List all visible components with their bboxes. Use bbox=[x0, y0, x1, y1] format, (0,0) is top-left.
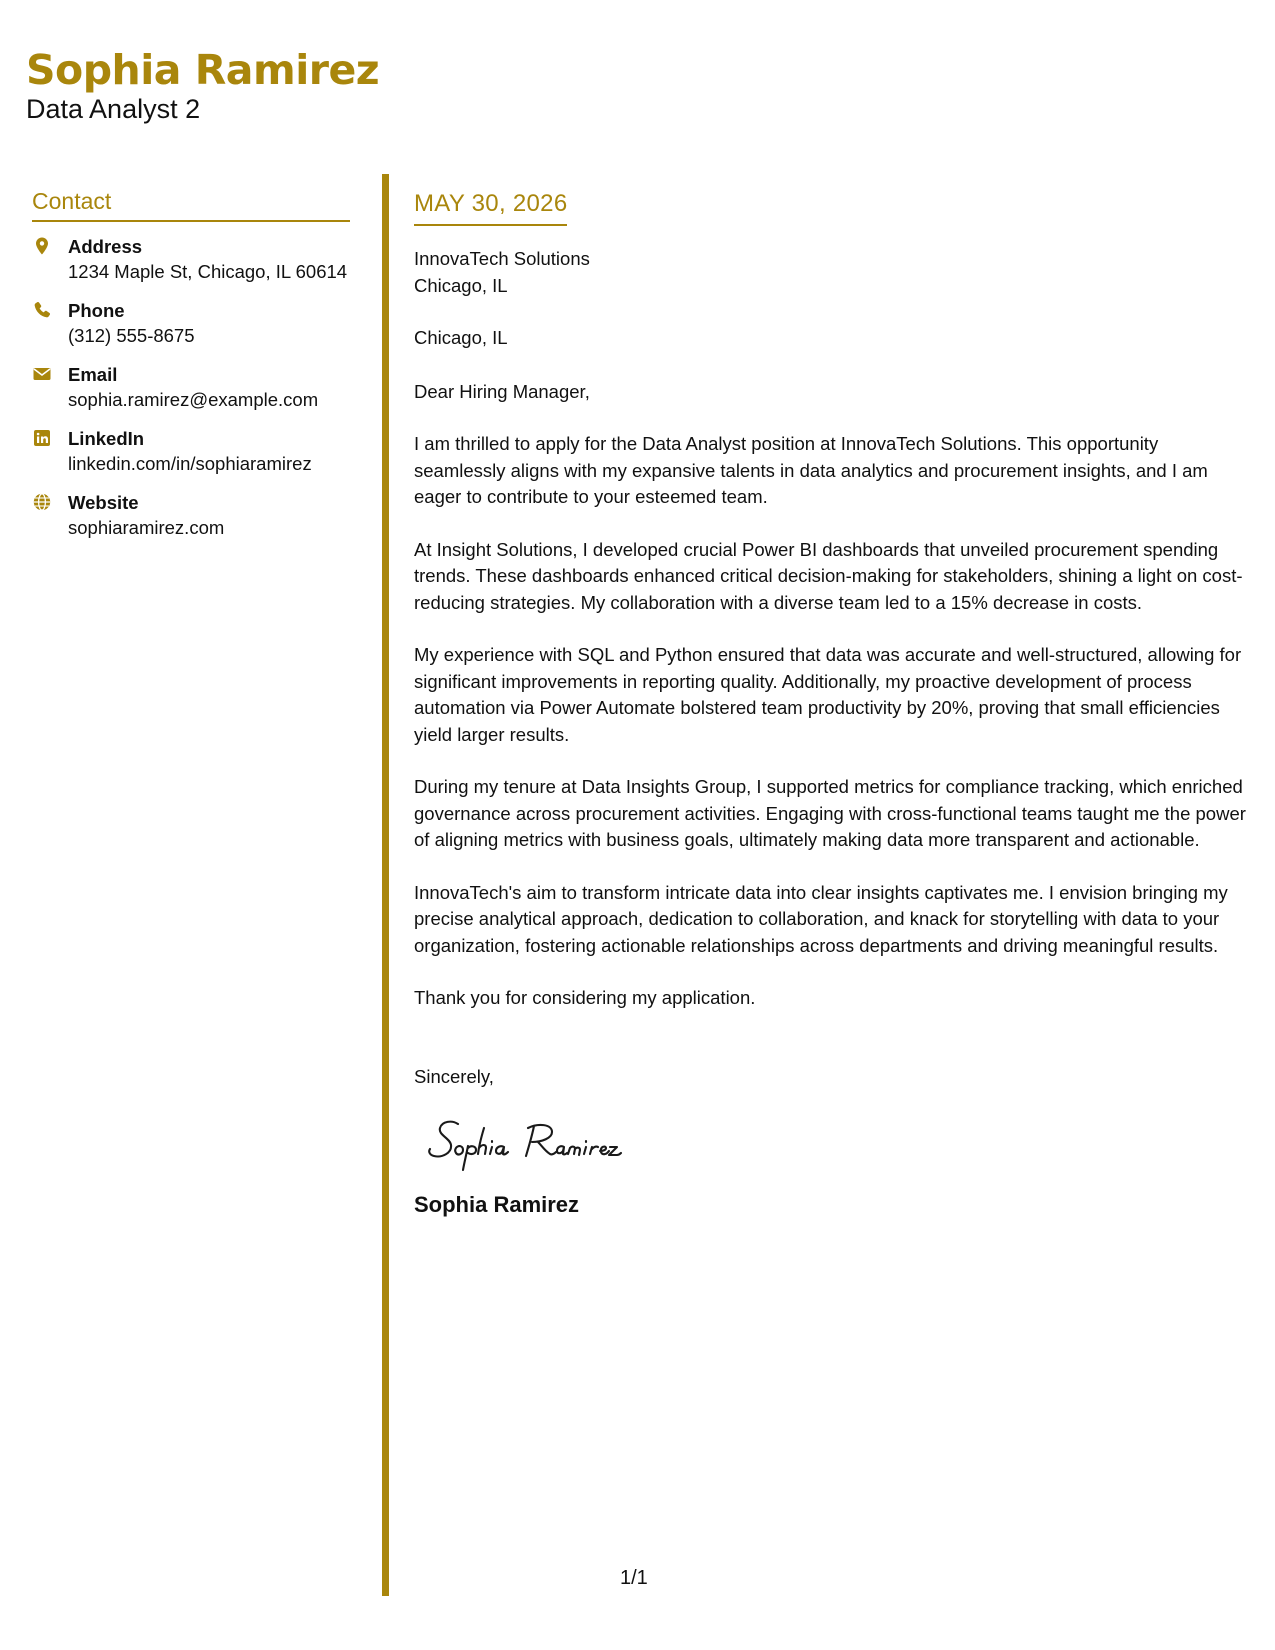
contact-sidebar bbox=[32, 188, 350, 554]
contact-item-linkedin bbox=[32, 426, 350, 476]
recipient-city: Chicago, IL bbox=[414, 327, 508, 348]
letter-date: MAY 30, 2026 bbox=[414, 190, 568, 217]
phone-label: Phone bbox=[68, 300, 125, 321]
paragraph-3: My experience with SQL and Python ensured that data was accurate and well-structured, allowing for significant improvements in reporting quality. Additionally, my proactive development of process automation via Power Automate bolstered team productivity by 20%, proving that small efficiencies yield larger results. bbox=[414, 644, 1242, 745]
contact-item-phone bbox=[32, 298, 350, 348]
address-label: Address bbox=[68, 236, 143, 257]
address-value: 1234 Maple St, Chicago, IL 60614 bbox=[68, 261, 348, 282]
contact-list bbox=[32, 234, 350, 540]
contact-item-website bbox=[32, 490, 350, 540]
date-block bbox=[414, 190, 567, 226]
website-label: Website bbox=[68, 492, 139, 513]
paragraph-5: InnovaTech's aim to transform intricate data into clear insights captivates me. I envision bringing my precise analytical approach, dedication to collaboration, and knack for storytelling with data to your organization, fostering actionable relationships across departments and driving meaningful results. bbox=[414, 881, 1228, 956]
paragraph-4: During my tenure at Data Insights Group, I supported metrics for compliance tracking, which enriched governance across procurement activities. Engaging with cross-functional teams taught me the power of aligning metrics with business goals, ultimately making data more transparent and actionable. bbox=[414, 776, 1246, 850]
letter-body bbox=[414, 190, 1254, 1218]
envelope-icon bbox=[32, 362, 68, 384]
phone-icon bbox=[32, 298, 68, 320]
recipient-company: InnovaTech Solutions bbox=[414, 248, 590, 269]
handwritten-signature bbox=[424, 1112, 674, 1174]
closing-line: Thank you for considering my application. bbox=[414, 987, 756, 1008]
email-label: Email bbox=[68, 364, 118, 385]
linkedin-value: linkedin.com/in/sophiaramirez bbox=[68, 453, 312, 474]
paragraph-2: At Insight Solutions, I developed crucial Power BI dashboards that unveiled procurement spending trends. These dashboards enhanced critical decision-making for stakeholders, shining a light on cost-reducing strategies. My collaboration with a diverse team led to a 15% decrease in costs. bbox=[414, 538, 1243, 613]
signed-name: Sophia Ramirez bbox=[414, 1192, 580, 1217]
recipient-block bbox=[414, 246, 1254, 299]
page-number: 1/1 bbox=[620, 1567, 648, 1589]
header bbox=[26, 48, 379, 125]
recipient-location: Chicago, IL bbox=[414, 274, 508, 296]
contact-heading: Contact bbox=[32, 188, 350, 222]
linkedin-label: LinkedIn bbox=[68, 428, 145, 449]
signoff: Sincerely, bbox=[414, 1065, 494, 1087]
salutation: Dear Hiring Manager, bbox=[414, 380, 590, 402]
phone-value: (312) 555-8675 bbox=[68, 325, 195, 346]
linkedin-icon bbox=[32, 426, 68, 448]
globe-icon bbox=[32, 490, 68, 512]
candidate-name: Sophia Ramirez bbox=[26, 46, 380, 94]
paragraph-1: I am thrilled to apply for the Data Analyst position at InnovaTech Solutions. This opportunity seamlessly aligns with my expansive talents in data analytics and procurement insights, and I am eager to contribute to your esteemed team. bbox=[414, 433, 1208, 507]
contact-item-email bbox=[32, 362, 350, 412]
email-value: sophia.ramirez@example.com bbox=[68, 389, 319, 410]
column-divider bbox=[382, 174, 389, 1596]
map-pin-icon bbox=[32, 234, 68, 256]
contact-item-address bbox=[32, 234, 350, 284]
website-value: sophiaramirez.com bbox=[68, 517, 225, 538]
job-title: Data Analyst 2 bbox=[26, 94, 201, 125]
